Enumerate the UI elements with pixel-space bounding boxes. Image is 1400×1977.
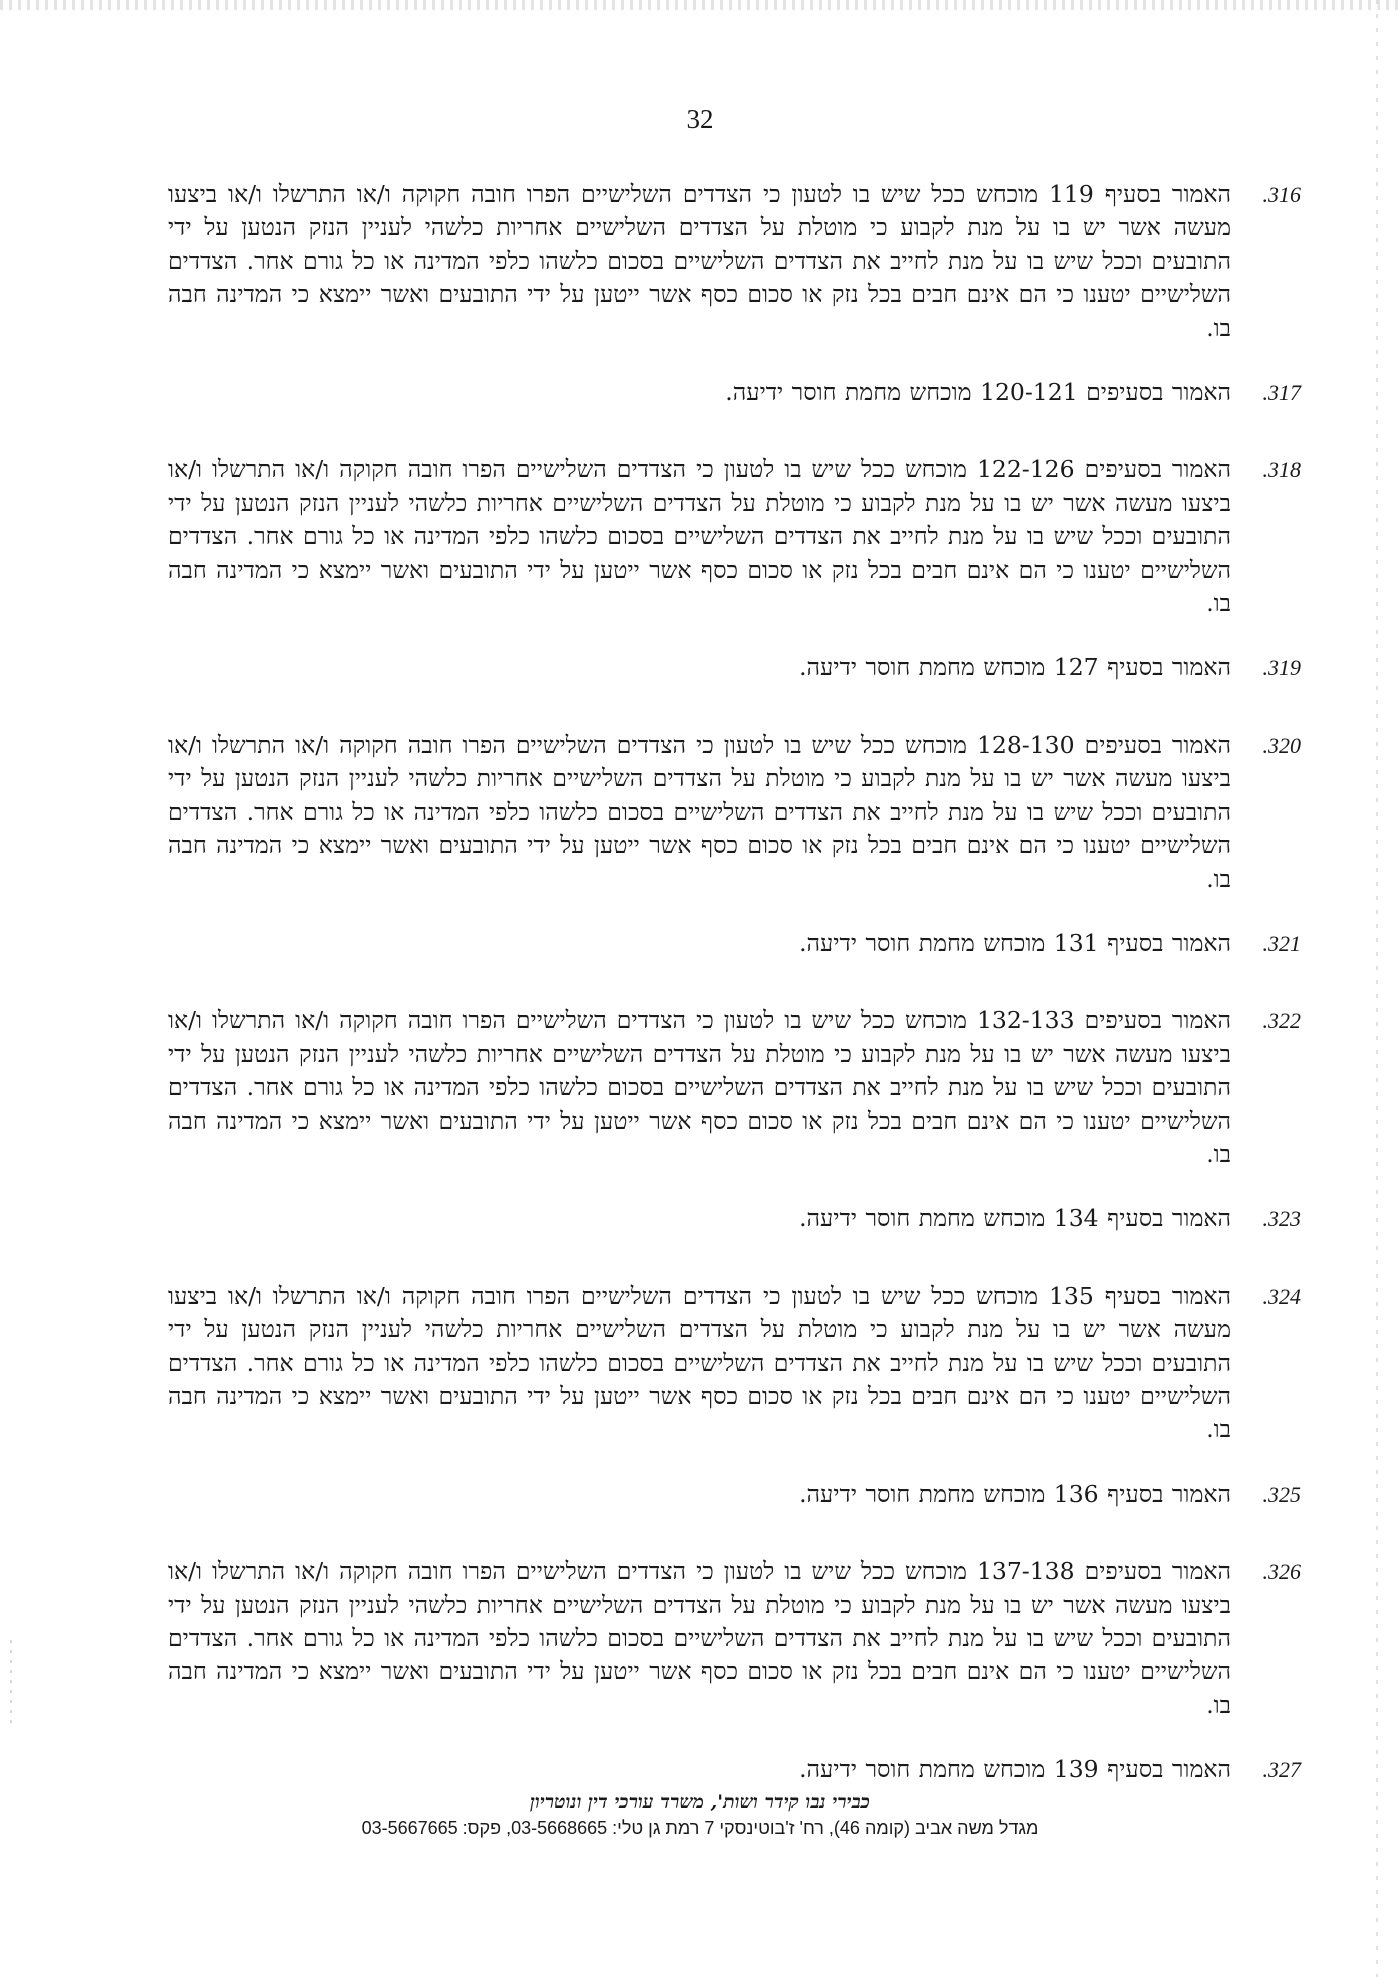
paragraph-number: .323 (1262, 1206, 1301, 1232)
paragraph-text: האמור בסעיפים 137-138 מוכחש ככל שיש בו לטעון כי הצדדים השלישיים הפרו חובה חקוקה ו/או התרשלו ו/או ביצעו מעשה אשר יש בו על מנת לקבוע כי מוטלת על הצדדים השלישיים אחריות כלשהי לעניין הנזק הנטען על ידי התובעים וככל שיש בו על מנת לחייב את הצדדים השלישיים בסכום כלשהו כלפי המדינה או כל גורם אחר. הצדדים השלישיים יטענו כי הם אינם חבים בכל נזק או סכום כסף אשר ייטען על ידי התובעים ואשר יימצא כי המדינה חבה בו. (168, 1557, 1231, 1719)
paragraph-number: .320 (1262, 732, 1301, 758)
paragraph (168, 178, 1301, 345)
paragraph (168, 1478, 1301, 1511)
paragraph-number: .324 (1262, 1283, 1301, 1309)
paragraph (168, 1555, 1301, 1722)
paragraph-number: .319 (1262, 655, 1301, 681)
paragraph-number: .321 (1262, 930, 1301, 956)
paragraph-text: האמור בסעיף 127 מוכחש מחמת חוסר ידיעה. (799, 653, 1231, 682)
paragraph (168, 729, 1301, 896)
paragraph-number: .318 (1262, 457, 1301, 483)
paragraph-text: האמור בסעיף 136 מוכחש מחמת חוסר ידיעה. (799, 1479, 1231, 1508)
scan-artifact-left (10, 1640, 12, 1730)
scan-artifact-right (1376, 0, 1378, 1977)
paragraph (168, 376, 1301, 409)
document-body (168, 178, 1301, 1831)
scan-artifact-top (0, 0, 1400, 10)
paragraph (168, 1004, 1301, 1171)
paragraph-number: .316 (1262, 182, 1301, 207)
paragraph-text: האמור בסעיפים 128-130 מוכחש ככל שיש בו לטעון כי הצדדים השלישיים הפרו חובה חקוקה ו/או התרשלו ו/או ביצעו מעשה אשר יש בו על מנת לקבוע כי מוטלת על הצדדים השלישיים אחריות כלשהי לעניין הנזק הנטען על ידי התובעים וככל שיש בו על מנת לחייב את הצדדים השלישיים בסכום כלשהו כלפי המדינה או כל גורם אחר. הצדדים השלישיים יטענו כי הם אינם חבים בכל נזק או סכום כסף אשר ייטען על ידי התובעים ואשר יימצא כי המדינה חבה בו. (168, 730, 1231, 893)
paragraph-text: האמור בסעיף 119 מוכחש ככל שיש בו לטעון כי הצדדים השלישיים הפרו חובה חקוקה ו/או התרשלו ו/או ביצעו מעשה אשר יש בו על מנת לקבוע כי מוטלת על הצדדים השלישיים אחריות כלשהי לעניין הנזק הנטען על ידי התובעים וככל שיש בו על מנת לחייב את הצדדים השלישיים בסכום כלשהו כלפי המדינה או כל גורם אחר. הצדדים השלישיים יטענו כי הם אינם חבים בכל נזק או סכום כסף אשר ייטען על ידי התובעים ואשר יימצא כי המדינה חבה בו. (168, 180, 1232, 342)
paragraph-text: האמור בסעיפים 120-121 מוכחש מחמת חוסר ידיעה. (725, 378, 1231, 407)
paragraph-text: האמור בסעיף 134 מוכחש מחמת חוסר ידיעה. (799, 1204, 1231, 1233)
paragraph-number: .322 (1262, 1008, 1301, 1034)
firm-name: כבירי נבו קידר ושות', משרד עורכי דין ונוטריון (530, 1791, 870, 1813)
paragraph (168, 651, 1301, 684)
paragraph (168, 453, 1301, 620)
paragraph-text: האמור בסעיפים 122-126 מוכחש ככל שיש בו לטעון כי הצדדים השלישיים הפרו חובה חקוקה ו/או התרשלו ו/או ביצעו מעשה אשר יש בו על מנת לקבוע כי מוטלת על הצדדים השלישיים אחריות כלשהי לעניין הנזק הנטען על ידי התובעים וככל שיש בו על מנת לחייב את הצדדים השלישיים בסכום כלשהו כלפי המדינה או כל גורם אחר. הצדדים השלישיים יטענו כי הם אינם חבים בכל נזק או סכום כסף אשר ייטען על ידי התובעים ואשר יימצא כי המדינה חבה בו. (168, 455, 1231, 618)
paragraph-number: .317 (1262, 380, 1301, 406)
firm-address: מגדל משה אביב (קומה 46), רח' ז'בוטינסקי 7 רמת גן טלי: 03-5668665, פקס: 03-5667665 (361, 1818, 1039, 1838)
paragraph (168, 1202, 1301, 1235)
paragraph-number: .327 (1262, 1757, 1301, 1783)
paragraph (168, 927, 1301, 960)
paragraph (168, 1280, 1301, 1447)
paragraph-number: .325 (1262, 1481, 1301, 1507)
paragraph (168, 1753, 1301, 1786)
paragraph-text: האמור בסעיף 131 מוכחש מחמת חוסר ידיעה. (799, 928, 1231, 957)
paragraph-text: האמור בסעיף 135 מוכחש ככל שיש בו לטעון כי הצדדים השלישיים הפרו חובה חקוקה ו/או התרשלו ו/או ביצעו מעשה אשר יש בו על מנת לקבוע כי מוטלת על הצדדים השלישיים אחריות כלשהי לעניין הנזק הנטען על ידי התובעים וככל שיש בו על מנת לחייב את הצדדים השלישיים בסכום כלשהו כלפי המדינה או כל גורם אחר. הצדדים השלישיים יטענו כי הם אינם חבים בכל נזק או סכום כסף אשר ייטען על ידי התובעים ואשר יימצא כי המדינה חבה בו. (168, 1281, 1232, 1444)
letterhead-footer (0, 1789, 1400, 1841)
paragraph-number: .326 (1262, 1559, 1301, 1585)
page-number: 32 (686, 104, 714, 134)
paragraph-text: האמור בסעיף 139 מוכחש מחמת חוסר ידיעה. (799, 1755, 1231, 1784)
paragraph-text: האמור בסעיפים 132-133 מוכחש ככל שיש בו לטעון כי הצדדים השלישיים הפרו חובה חקוקה ו/או התרשלו ו/או ביצעו מעשה אשר יש בו על מנת לקבוע כי מוטלת על הצדדים השלישיים אחריות כלשהי לעניין הנזק הנטען על ידי התובעים וככל שיש בו על מנת לחייב את הצדדים השלישיים בסכום כלשהו כלפי המדינה או כל גורם אחר. הצדדים השלישיים יטענו כי הם אינם חבים בכל נזק או סכום כסף אשר ייטען על ידי התובעים ואשר יימצא כי המדינה חבה בו. (168, 1006, 1231, 1168)
